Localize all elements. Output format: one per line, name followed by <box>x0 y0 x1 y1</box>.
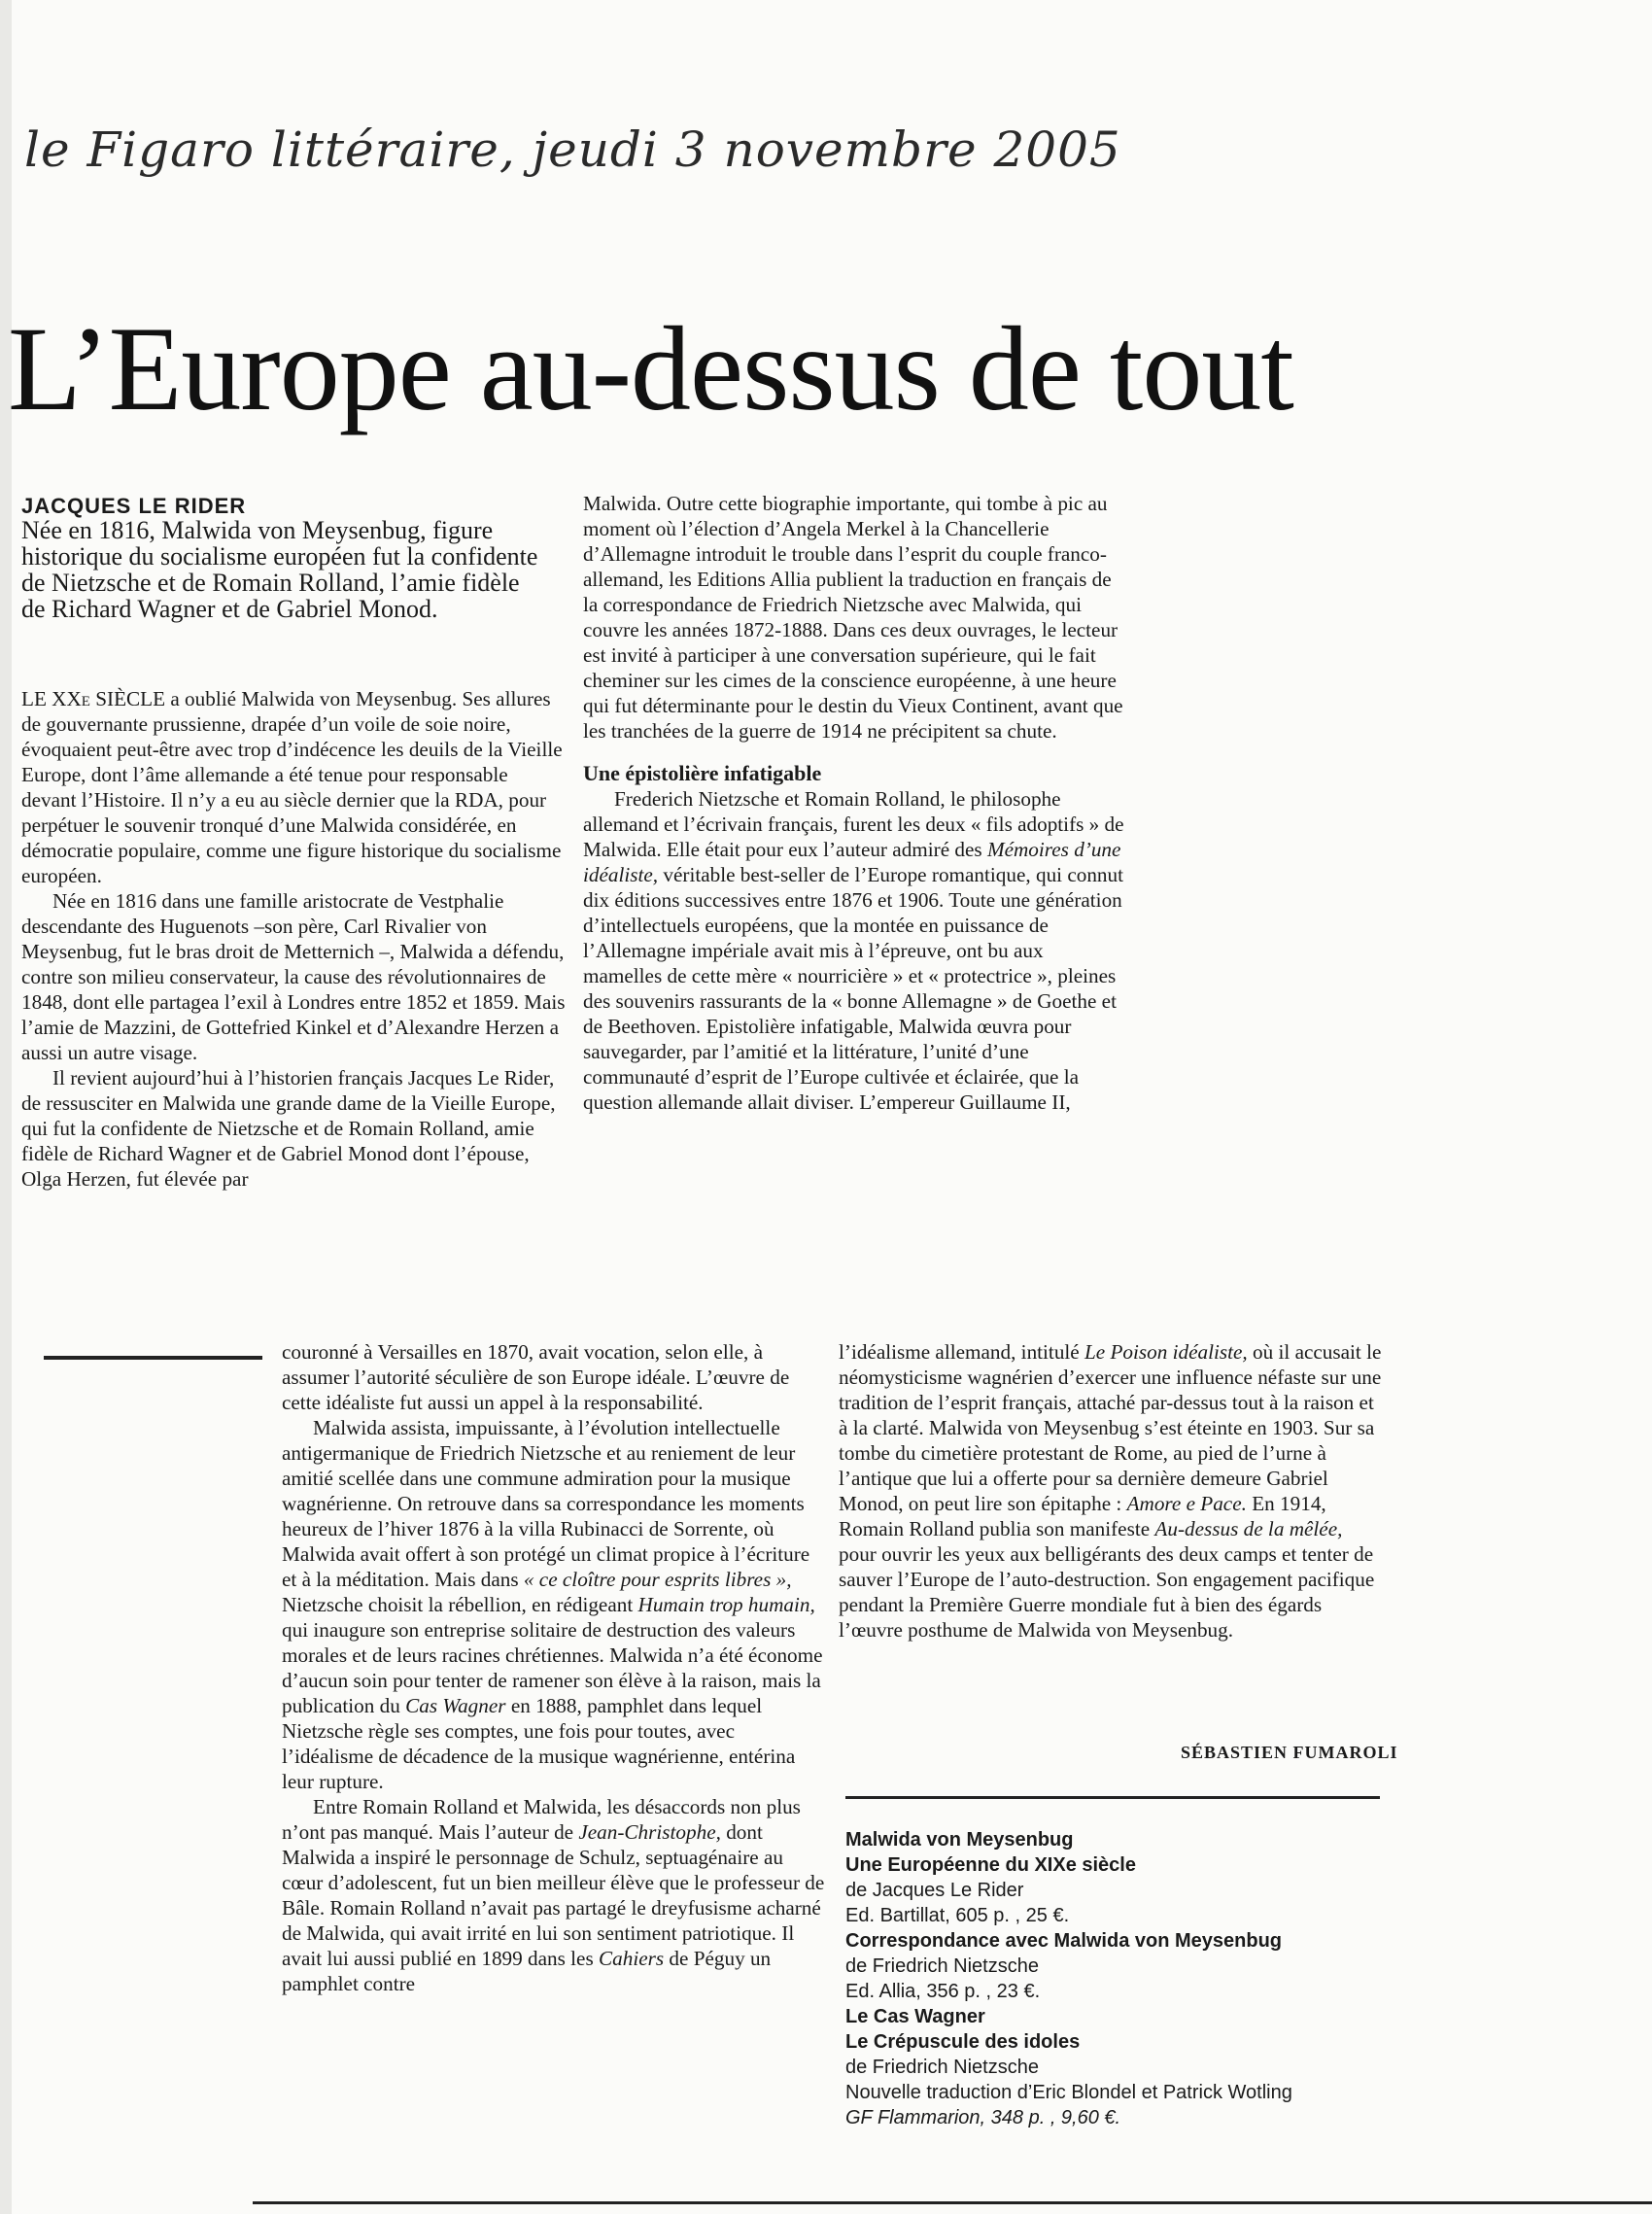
book-publisher: GF Flammarion, 348 p. , 9,60 €. <box>845 2107 1121 2128</box>
article-column-4 <box>839 1339 1383 1643</box>
epitaph: Amore e Pace. <box>1126 1492 1247 1515</box>
book-author: de Friedrich Nietzsche <box>845 2057 1039 2078</box>
quote: « ce cloître pour esprits libres », <box>523 1568 792 1591</box>
books-references <box>845 1827 1390 2130</box>
paragraph-text: En 1914, Romain Rolland publia son manifeste <box>839 1492 1326 1540</box>
book-title: Le Cas Wagner <box>845 2006 985 2027</box>
paragraph-text: qui inaugure son entreprise solitaire de destruction des valeurs morales et de leurs racines chrétiennes. Malwida n’a été économe d’aucun soin pour tenter de ramener son élève à la raison, mais la publication du <box>282 1618 823 1717</box>
article-column-3 <box>282 1339 826 1996</box>
paragraph-text: véritable best-seller de l’Europe romantique, qui connut dix éditions successives entre 1876 et 1906. Toute une génération d’intellectuels européens, que la montée en puissance de l’Allemagne impériale avait mis à l’épreuve, ont bu aux mamelles de cette mère « nourricière » et « protectrice », pleines des souvenirs rassurants de la « bonne Allemagne » de Goethe et de Beethoven. Epistolière infatigable, Malwida œuvra pour sauvegarder, par l’amitié et la littérature, l’unité d’une communauté d’esprit de l’Europe cultivée et éclairée, que la question allemande allait diviser. L’empereur Guillaume II, <box>583 863 1124 1114</box>
publication-title: Cahiers <box>599 1947 665 1970</box>
book-title: Au-dessus de la mêlée, <box>1154 1517 1343 1540</box>
column-rule <box>44 1356 262 1360</box>
paragraph-text: l’idéalisme allemand, intitulé <box>839 1340 1084 1364</box>
paragraph-text: dont Malwida a inspiré le personnage de Schulz, septuagénaire au cœur d’adolescent, fut un bien meilleur élève que le professeur de Bâle. Romain Rolland n’avait pas partagé le dreyfusisme acharné de Malwida, qui avait irrité en lui son sentiment patriotique. Il avait lui aussi publié en 1899 dans les <box>282 1820 825 1970</box>
book-title: Correspondance avec Malwida von Meysenbug <box>845 1930 1283 1952</box>
paragraph: Née en 1816 dans une famille aristocrate de Vestphalie descendante des Huguenots –son père, Carl Rivalier von Meysenbug, fut le bras droit de Metternich –, Malwida a défendu, contre son milieu conservateur, la cause des révolutionnaires de 1848, dont elle partagea l’exil à Londres entre 1852 et 1859. Mais l’amie de Mazzini, de Gottefried Kinkel et d’Alexandre Herzen a aussi un autre visage. <box>21 889 566 1064</box>
article-author: JACQUES LE RIDER <box>21 494 247 518</box>
book-author: de Jacques Le Rider <box>845 1880 1024 1901</box>
paragraph-text: Entre Romain Rolland et Malwida, les désaccords non plus n’ont pas manqué. Mais l’auteur de <box>282 1795 801 1844</box>
paragraph <box>282 1794 826 1996</box>
book-title: Le Poison idéaliste, <box>1084 1340 1248 1364</box>
section-subheading: Une épistolière infatigable <box>583 761 822 785</box>
paragraph <box>21 686 566 888</box>
paragraph-text: Nietzsche choisit la rébellion, en rédigeant <box>282 1593 638 1616</box>
paragraph-text: Malwida assista, impuissante, à l’évolution intellectuelle antigermanique de Friedrich Nietzsche et au reniement de leur amitié scellée dans une commune admiration pour la musique wagnérienne. On retrouve dans sa correspondance les moments heureux de l’hiver 1876 à la villa Rubinacci de Sorrente, où Malwida avait offert à son protégé un climat propice à l’écriture et à la méditation. Mais dans <box>282 1416 810 1591</box>
book-title: Cas Wagner <box>405 1694 506 1717</box>
lead-caps: LE XXe SIÈCLE <box>21 687 166 710</box>
paragraph-text: où il accusait le néomysticisme wagnérien d’exercer une influence néfaste sur une tradition de l’esprit français, attaché par-dessus tout à la raison et à la clarté. Malwida von Meysenbug s’est éteinte en 1903. Sur sa tombe du cimetière protestant de Rome, au pied de l’urne à l’antique que lui a offerte pour sa dernière demeure Gabriel Monod, on peut lire son épitaphe : <box>839 1340 1382 1515</box>
article-signature: SÉBASTIEN FUMAROLI <box>1181 1743 1398 1762</box>
book-author: de Friedrich Nietzsche <box>845 1955 1039 1977</box>
paragraph-text: en 1888, pamphlet dans lequel Nietzsche règle ses comptes, une fois pour toutes, avec l’idéalisme de décadence de la musique wagnérienne, entérina leur rupture. <box>282 1694 796 1793</box>
book-title: Humain trop humain, <box>637 1593 815 1616</box>
paragraph <box>282 1415 826 1794</box>
paragraph <box>839 1339 1383 1643</box>
paragraph <box>583 786 1127 1115</box>
book-publisher: Ed. Allia, 356 p. , 23 €. <box>845 1981 1041 2002</box>
paragraph-text: de Péguy un pamphlet contre <box>282 1947 772 1995</box>
book-publisher: Ed. Bartillat, 605 p. , 25 €. <box>845 1905 1070 1926</box>
paragraph: Malwida. Outre cette biographie importante, qui tombe à pic au moment où l’élection d’Angela Merkel à la Chancellerie d’Allemagne introduit le trouble dans l’esprit du couple franco-allemand, les Editions Allia publient la traduction en français de la correspondance de Friedrich Nietzsche avec Malwida, qui couvre les années 1872-1888. Dans ces deux ouvrages, le lecteur est invité à participer à une conversation supérieure, qui le fait cheminer sur les cimes de la conscience européenne, à une heure qui fut déterminante pour le destin du Vieux Continent, avant que les tranchées de la guerre de 1914 ne précipitent sa chute. <box>583 492 1123 743</box>
handwritten-source-note: le Figaro littéraire, jeudi 3 novembre 2005 <box>24 121 1121 178</box>
article-column-2 <box>583 491 1127 1115</box>
article-headline: L’Europe au-dessus de tout <box>8 302 1293 435</box>
book-title: Malwida von Meysenbug <box>845 1829 1074 1851</box>
bottom-rule <box>253 2201 1652 2204</box>
paragraph-text: pour ouvrir les yeux aux belligérants des deux camps et tenter de sauver l’Europe de l’auto-destruction. Son engagement pacifique pendant la Première Guerre mondiale fut à bien des égards l’œuvre posthume de Malwida von Meysenbug. <box>839 1542 1375 1642</box>
book-title: Le Crépuscule des idoles <box>845 2031 1081 2053</box>
book-translation: Nouvelle traduction d’Eric Blondel et Patrick Wotling <box>845 2082 1292 2103</box>
books-box-rule <box>845 1796 1380 1799</box>
article-lead: Née en 1816, Malwida von Meysenbug, figure historique du socialisme européen fut la confidente de Nietzsche et de Romain Rolland, l’amie fidèle de Richard Wagner et de Gabriel Monod. <box>21 516 538 623</box>
book-title: Jean-Christophe, <box>578 1820 721 1844</box>
book-subtitle: Une Européenne du XIXe siècle <box>845 1854 1136 1876</box>
article-column-1 <box>21 686 566 1192</box>
paragraph-text: a oublié Malwida von Meysenbug. Ses allures de gouvernante prussienne, drapée d’un voile de soie noire, évoquaient peut-être avec trop d’indécence les deuils de la Vieille Europe, dont l’âme allemande a été tenue pour responsable devant l’Histoire. Il n’y a eu au siècle dernier que la RDA, pour perpétuer le souvenir tronqué d’une Malwida considérée, en démocratie populaire, comme une figure historique du socialisme européen. <box>21 687 563 887</box>
paragraph: Il revient aujourd’hui à l’historien français Jacques Le Rider, de ressusciter en Malwida une grande dame de la Vieille Europe, qui fut la confidente de Nietzsche et de Romain Rolland, amie fidèle de Richard Wagner et de Gabriel Monod dont l’épouse, Olga Herzen, fut élevée par <box>21 1066 556 1191</box>
book-title: Mémoires d’une idéaliste, <box>583 838 1121 886</box>
paragraph-text: Frederich Nietzsche et Romain Rolland, le philosophe allemand et l’écrivain français, furent les deux « fils adoptifs » de Malwida. Elle était pour eux l’auteur admiré des <box>583 787 1124 861</box>
paragraph: couronné à Versailles en 1870, avait vocation, selon elle, à assumer l’autorité séculière de son Europe idéale. L’œuvre de cette idéaliste fut aussi un appel à la responsabilité. <box>282 1340 790 1414</box>
